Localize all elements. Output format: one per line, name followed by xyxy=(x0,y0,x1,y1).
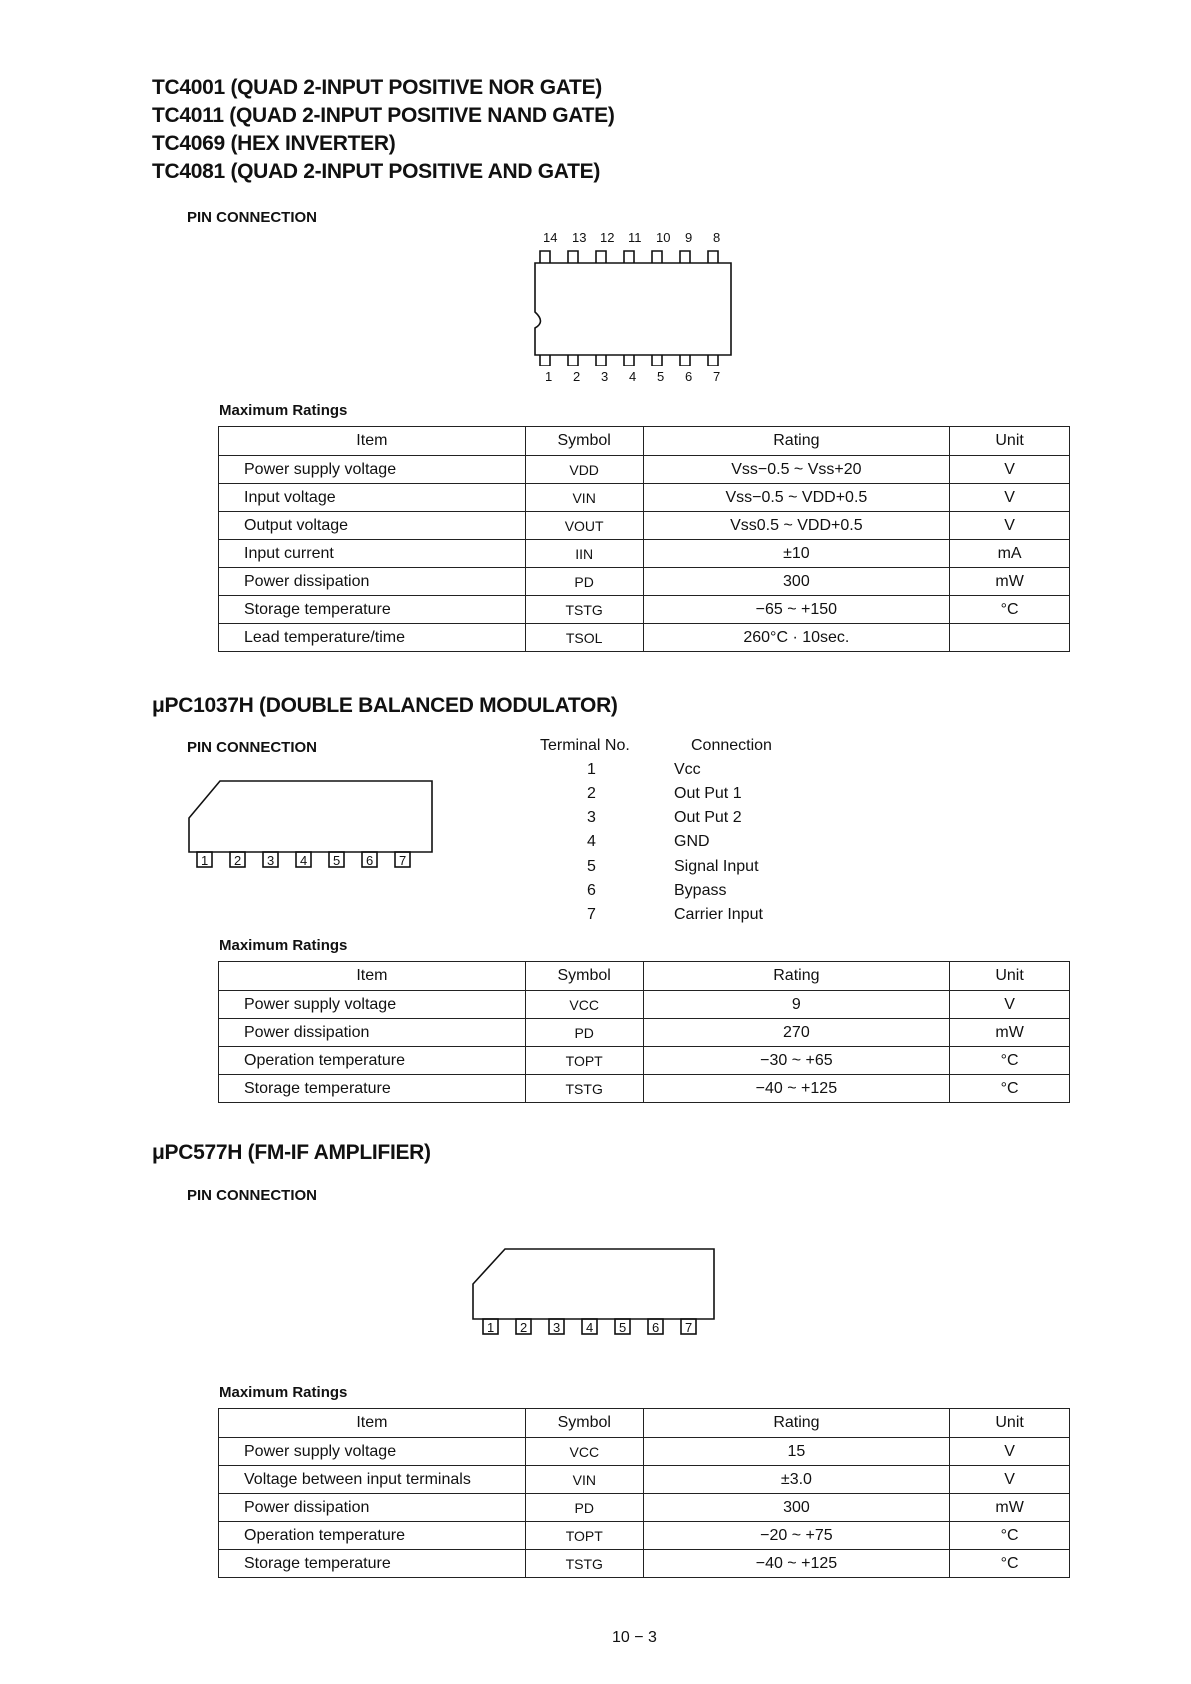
cell-unit: °C xyxy=(950,1550,1070,1578)
cell-item: Storage temperature xyxy=(219,1075,526,1103)
pin-number: 3 xyxy=(267,853,275,868)
cell-symbol: PD xyxy=(525,1019,643,1047)
cell-item: Storage temperature xyxy=(219,596,526,624)
cell-rating: 9 xyxy=(643,991,950,1019)
cell-unit: °C xyxy=(950,1047,1070,1075)
cell-unit xyxy=(950,624,1070,652)
pin-number: 9 xyxy=(685,230,693,245)
pin-number: 4 xyxy=(300,853,308,868)
table-row xyxy=(219,512,1070,540)
maximum-ratings-label: Maximum Ratings xyxy=(219,402,348,419)
table-row xyxy=(219,1494,1070,1522)
cell-symbol: TSTG xyxy=(525,1550,643,1578)
tc4001-ratings-table xyxy=(218,426,1070,652)
pin-number: 3 xyxy=(553,1320,561,1335)
cell-unit: V xyxy=(950,512,1070,540)
cell-symbol: VOUT xyxy=(525,512,643,540)
pin-number: 7 xyxy=(685,1320,693,1335)
pin-number: 1 xyxy=(201,853,209,868)
table-row xyxy=(219,596,1070,624)
terminal-no: 7 xyxy=(587,906,596,923)
terminal-no: 5 xyxy=(587,858,596,875)
pin-number: 7 xyxy=(399,853,407,868)
cell-item: Operation temperature xyxy=(219,1522,526,1550)
pin-number: 8 xyxy=(713,230,721,245)
header-symbol: Symbol xyxy=(525,1409,643,1438)
header-item: Item xyxy=(219,427,526,456)
terminal-connection: GND xyxy=(674,833,710,850)
cell-unit: mW xyxy=(950,1494,1070,1522)
pin-number: 1 xyxy=(487,1320,495,1335)
pin-number: 6 xyxy=(366,853,374,868)
cell-unit: mW xyxy=(950,568,1070,596)
pin-number: 6 xyxy=(652,1320,660,1335)
cell-item: Input current xyxy=(219,540,526,568)
dip14-bottom-pin-numbers xyxy=(530,369,730,389)
page-number: 10 − 3 xyxy=(612,1629,657,1646)
cell-symbol: VIN xyxy=(525,1466,643,1494)
header-unit: Unit xyxy=(950,427,1070,456)
table-row xyxy=(219,991,1070,1019)
cell-unit: V xyxy=(950,456,1070,484)
header-unit: Unit xyxy=(950,962,1070,991)
header-rating: Rating xyxy=(643,1409,949,1438)
pin-number: 12 xyxy=(600,230,615,245)
cell-symbol: VCC xyxy=(525,991,643,1019)
cell-rating: −40 ~ +125 xyxy=(643,1075,950,1103)
sip7-pin-numbers-2 xyxy=(469,1320,719,1336)
cell-symbol: VIN xyxy=(525,484,643,512)
cell-item: Power supply voltage xyxy=(219,991,526,1019)
title-upc1037h: μPC1037H (DOUBLE BALANCED MODULATOR) xyxy=(152,694,618,717)
pin-number: 4 xyxy=(586,1320,594,1335)
table-header-row xyxy=(219,427,1070,456)
terminal-no: 2 xyxy=(587,785,596,802)
cell-symbol: VCC xyxy=(525,1438,643,1466)
cell-unit: °C xyxy=(950,596,1070,624)
cell-item: Storage temperature xyxy=(219,1550,526,1578)
cell-rating: −20 ~ +75 xyxy=(643,1522,949,1550)
cell-rating: ±3.0 xyxy=(643,1466,949,1494)
cell-unit: V xyxy=(950,1438,1070,1466)
table-row xyxy=(219,624,1070,652)
pin-connection-label: PIN CONNECTION xyxy=(187,739,318,756)
cell-item: Power supply voltage xyxy=(219,456,526,484)
cell-item: Power dissipation xyxy=(219,1494,526,1522)
cell-item: Voltage between input terminals xyxy=(219,1466,526,1494)
pin-number: 1 xyxy=(545,369,553,384)
cell-symbol: PD xyxy=(525,1494,643,1522)
pin-number: 3 xyxy=(601,369,609,384)
cell-symbol: TSTG xyxy=(525,596,643,624)
cell-unit: V xyxy=(950,1466,1070,1494)
title-upc577h: μPC577H (FM-IF AMPLIFIER) xyxy=(152,1141,431,1164)
terminal-connection: Signal Input xyxy=(674,858,759,875)
terminal-connection: Vcc xyxy=(674,761,701,778)
dip14-package-diagram xyxy=(525,246,740,366)
header-symbol: Symbol xyxy=(525,427,643,456)
header-item: Item xyxy=(219,1409,526,1438)
upc1037h-ratings-table xyxy=(218,961,1070,1103)
maximum-ratings-label: Maximum Ratings xyxy=(219,937,348,954)
cell-item: Input voltage xyxy=(219,484,526,512)
pin-number: 4 xyxy=(629,369,637,384)
table-row xyxy=(219,1522,1070,1550)
cell-item: Output voltage xyxy=(219,512,526,540)
cell-item: Operation temperature xyxy=(219,1047,526,1075)
cell-symbol: VDD xyxy=(525,456,643,484)
cell-unit: °C xyxy=(950,1075,1070,1103)
cell-rating: ±10 xyxy=(643,540,950,568)
pin-number: 5 xyxy=(619,1320,627,1335)
cell-unit: mW xyxy=(950,1019,1070,1047)
pin-number: 2 xyxy=(234,853,242,868)
pin-number: 5 xyxy=(657,369,665,384)
maximum-ratings-label: Maximum Ratings xyxy=(219,1384,348,1401)
cell-item: Power dissipation xyxy=(219,1019,526,1047)
sip7-pin-numbers xyxy=(184,853,434,869)
cell-symbol: PD xyxy=(525,568,643,596)
cell-rating: −30 ~ +65 xyxy=(643,1047,950,1075)
terminal-connection: Bypass xyxy=(674,882,727,899)
pin-number: 11 xyxy=(628,230,642,245)
table-row xyxy=(219,1047,1070,1075)
pin-number: 7 xyxy=(713,369,721,384)
header-rating: Rating xyxy=(643,427,950,456)
cell-symbol: IIN xyxy=(525,540,643,568)
table-row xyxy=(219,1075,1070,1103)
table-header-row xyxy=(219,1409,1070,1438)
header-item: Item xyxy=(219,962,526,991)
table-row xyxy=(219,1550,1070,1578)
pin-number: 6 xyxy=(685,369,693,384)
table-row xyxy=(219,568,1070,596)
table-row xyxy=(219,484,1070,512)
terminal-no: 1 xyxy=(587,761,596,778)
header-symbol: Symbol xyxy=(525,962,643,991)
cell-rating: Vss0.5 ~ VDD+0.5 xyxy=(643,512,950,540)
title-tc4081: TC4081 (QUAD 2-INPUT POSITIVE AND GATE) xyxy=(152,160,601,183)
cell-symbol: TOPT xyxy=(525,1047,643,1075)
upc577h-ratings-table xyxy=(218,1408,1070,1578)
terminal-no: 4 xyxy=(587,833,596,850)
table-row xyxy=(219,1466,1070,1494)
cell-rating: −40 ~ +125 xyxy=(643,1550,949,1578)
cell-item: Power supply voltage xyxy=(219,1438,526,1466)
cell-rating: 300 xyxy=(643,568,950,596)
terminal-connection: Out Put 2 xyxy=(674,809,742,826)
cell-item: Power dissipation xyxy=(219,568,526,596)
cell-item: Lead temperature/time xyxy=(219,624,526,652)
cell-rating: Vss−0.5 ~ VDD+0.5 xyxy=(643,484,950,512)
cell-unit: °C xyxy=(950,1522,1070,1550)
pin-number: 10 xyxy=(656,230,671,245)
cell-rating: 270 xyxy=(643,1019,950,1047)
pin-number: 5 xyxy=(333,853,341,868)
terminal-connection: Out Put 1 xyxy=(674,785,742,802)
title-tc4069: TC4069 (HEX INVERTER) xyxy=(152,132,396,155)
table-row xyxy=(219,456,1070,484)
pin-connection-label: PIN CONNECTION xyxy=(187,1187,318,1204)
cell-rating: −65 ~ +150 xyxy=(643,596,950,624)
pin-number: 13 xyxy=(572,230,587,245)
pin-number: 2 xyxy=(520,1320,528,1335)
cell-rating: 300 xyxy=(643,1494,949,1522)
pin-number: 2 xyxy=(573,369,581,384)
title-tc4001: TC4001 (QUAD 2-INPUT POSITIVE NOR GATE) xyxy=(152,76,602,99)
title-tc4011: TC4011 (QUAD 2-INPUT POSITIVE NAND GATE) xyxy=(152,104,615,127)
cell-rating: 260°C · 10sec. xyxy=(643,624,950,652)
cell-rating: Vss−0.5 ~ Vss+20 xyxy=(643,456,950,484)
table-header-row xyxy=(219,962,1070,991)
table-row xyxy=(219,1438,1070,1466)
cell-symbol: TOPT xyxy=(525,1522,643,1550)
cell-unit: mA xyxy=(950,540,1070,568)
terminal-no: 3 xyxy=(587,809,596,826)
pin-number: 14 xyxy=(543,230,558,245)
terminal-no: 6 xyxy=(587,882,596,899)
connection-header: Connection xyxy=(691,737,772,754)
table-row xyxy=(219,1019,1070,1047)
table-row xyxy=(219,540,1070,568)
terminal-no-header: Terminal No. xyxy=(540,737,630,754)
pin-connection-label: PIN CONNECTION xyxy=(187,209,318,226)
terminal-connection: Carrier Input xyxy=(674,906,763,923)
cell-rating: 15 xyxy=(643,1438,949,1466)
cell-symbol: TSTG xyxy=(525,1075,643,1103)
cell-symbol: TSOL xyxy=(525,624,643,652)
cell-unit: V xyxy=(950,484,1070,512)
header-rating: Rating xyxy=(643,962,950,991)
header-unit: Unit xyxy=(950,1409,1070,1438)
cell-unit: V xyxy=(950,991,1070,1019)
